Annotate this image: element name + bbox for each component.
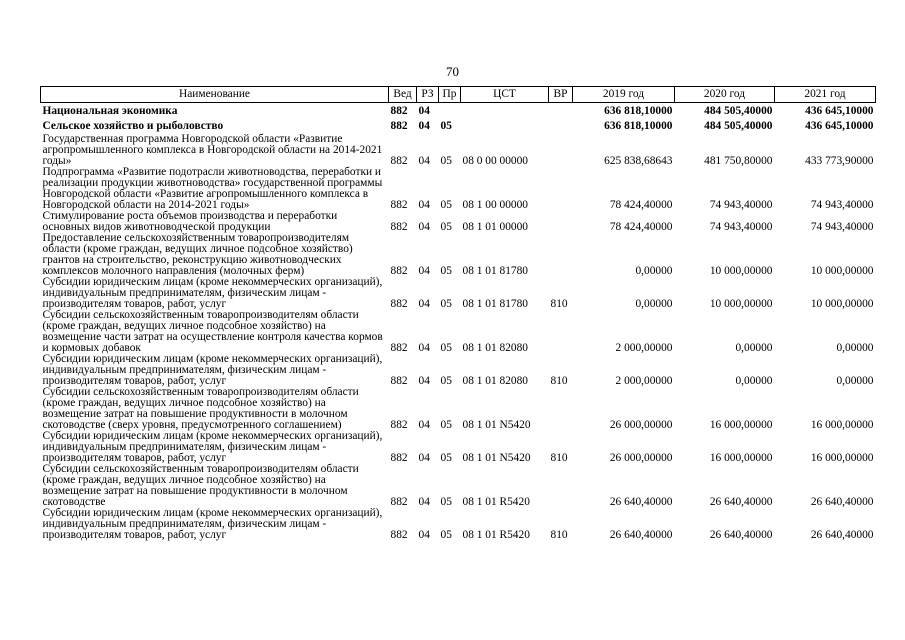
cell-2020: 0,00000 bbox=[735, 375, 773, 387]
cell-ved: 882 bbox=[390, 529, 408, 541]
cell-pr: 05 bbox=[440, 342, 452, 354]
cell-name: Субсидии юридическим лицам (кроме некоммерческих организаций), индивидуальным предпринимателям, физическим лицам - производителям товаров, работ, услуг bbox=[42, 353, 383, 387]
cell-2021: 26 640,40000 bbox=[810, 529, 874, 541]
cell-cst: 08 1 00 00000 bbox=[462, 199, 528, 211]
cell-cst: 08 0 00 00000 bbox=[462, 155, 528, 167]
cell-cst: 08 1 01 N5420 bbox=[462, 452, 531, 464]
cell-name: Предоставление сельскохозяйственным товаропроизводителям области (кроме граждан, ведущих личное подсобное хозяйство) грантов на строительство, реконструкцию животноводческих комплексов молочного направления (молочных ферм) bbox=[42, 232, 353, 277]
cell-2020: 10 000,00000 bbox=[709, 265, 773, 277]
cell-pr: 05 bbox=[440, 496, 452, 508]
cell-rz: 04 bbox=[418, 298, 430, 310]
cell-rz: 04 bbox=[418, 221, 430, 233]
cell-cst: 08 1 01 00000 bbox=[462, 221, 528, 233]
cell-vr bbox=[549, 103, 573, 120]
cell-2021: 16 000,00000 bbox=[810, 452, 874, 464]
cell-cst bbox=[461, 119, 549, 134]
cell-2021: 26 640,40000 bbox=[810, 496, 874, 508]
cell-2019: 0,00000 bbox=[635, 298, 673, 310]
cell-rz: 04 bbox=[418, 452, 430, 464]
table-body bbox=[41, 103, 876, 542]
cell-2021: 10 000,00000 bbox=[810, 298, 874, 310]
cell-2021: 0,00000 bbox=[836, 375, 874, 387]
cell-name: Субсидии сельскохозяйственным товаропроизводителям области (кроме граждан, ведущих личное подсобное хозяйство) на возмещение затрат на повышение продуктивности в молочном скотоводстве (сверх уровня, предусмотренного соглашением) bbox=[42, 386, 359, 431]
cell-2021: 433 773,90000 bbox=[805, 155, 874, 167]
table-row bbox=[41, 464, 876, 508]
cell-ved: 882 bbox=[390, 199, 408, 211]
table-header bbox=[41, 87, 876, 103]
cell-cst: 08 1 01 R5420 bbox=[462, 496, 530, 508]
cell-2020: 10 000,00000 bbox=[709, 298, 773, 310]
cell-ved: 882 bbox=[390, 452, 408, 464]
cell-name: Стимулирование роста объемов производства и переработки основных видов животноводческой продукции bbox=[42, 210, 338, 233]
cell-pr: 05 bbox=[440, 265, 452, 277]
cell-pr: 05 bbox=[440, 221, 452, 233]
cell-2021: 74 943,40000 bbox=[810, 221, 874, 233]
cell-2019: 636 818,10000 bbox=[604, 105, 673, 117]
cell-2020: 16 000,00000 bbox=[709, 419, 773, 431]
cell-name: Субсидии юридическим лицам (кроме некоммерческих организаций), индивидуальным предпринимателям, физическим лицам - производителям товаров, работ, услуг bbox=[42, 507, 383, 541]
table-row bbox=[41, 354, 876, 387]
cell-vr: 810 bbox=[550, 529, 568, 541]
cell-2021: 16 000,00000 bbox=[810, 419, 874, 431]
cell-vr bbox=[549, 310, 573, 354]
cell-vr: 810 bbox=[550, 452, 568, 464]
cell-rz: 04 bbox=[418, 155, 430, 167]
cell-ved: 882 bbox=[390, 221, 408, 233]
cell-2020: 0,00000 bbox=[735, 342, 773, 354]
cell-rz: 04 bbox=[418, 375, 430, 387]
cell-2020: 16 000,00000 bbox=[709, 452, 773, 464]
cell-2021: 10 000,00000 bbox=[810, 265, 874, 277]
cell-rz: 04 bbox=[418, 199, 430, 211]
cell-ved: 882 bbox=[390, 265, 408, 277]
table-row bbox=[41, 277, 876, 310]
cell-2021: 74 943,40000 bbox=[810, 199, 874, 211]
cell-cst: 08 1 01 82080 bbox=[462, 342, 528, 354]
cell-vr: 810 bbox=[550, 298, 568, 310]
cell-ved: 882 bbox=[390, 120, 408, 132]
cell-2020: 484 505,40000 bbox=[704, 105, 773, 117]
cell-2020: 484 505,40000 bbox=[704, 120, 773, 132]
table-row bbox=[41, 387, 876, 431]
cell-2019: 26 000,00000 bbox=[609, 452, 673, 464]
table-row bbox=[41, 431, 876, 464]
cell-name: Сельское хозяйство и рыболовство bbox=[42, 120, 224, 132]
cell-name: Субсидии юридическим лицам (кроме некоммерческих организаций), индивидуальным предпринимателям, физическим лицам - производителям товаров, работ, услуг bbox=[42, 430, 383, 464]
cell-rz: 04 bbox=[418, 120, 430, 132]
cell-2019: 26 640,40000 bbox=[609, 496, 673, 508]
cell-rz: 04 bbox=[418, 105, 430, 117]
cell-pr: 05 bbox=[440, 375, 452, 387]
cell-name: Национальная экономика bbox=[42, 105, 178, 117]
cell-pr: 05 bbox=[440, 419, 452, 431]
cell-ved: 882 bbox=[390, 298, 408, 310]
cell-ved: 882 bbox=[390, 155, 408, 167]
cell-vr bbox=[549, 119, 573, 134]
cell-vr bbox=[549, 134, 573, 167]
cell-2020: 26 640,40000 bbox=[709, 496, 773, 508]
cell-cst: 08 1 01 81780 bbox=[462, 265, 528, 277]
header-name: Наименование bbox=[41, 87, 389, 103]
cell-cst bbox=[461, 103, 549, 120]
cell-2019: 2 000,00000 bbox=[615, 375, 673, 387]
cell-ved: 882 bbox=[390, 419, 408, 431]
cell-ved: 882 bbox=[390, 342, 408, 354]
cell-2019: 0,00000 bbox=[635, 265, 673, 277]
header-ved: Вед bbox=[389, 87, 417, 103]
cell-rz: 04 bbox=[418, 419, 430, 431]
cell-2020: 74 943,40000 bbox=[709, 221, 773, 233]
table-row bbox=[41, 167, 876, 211]
cell-2021: 436 645,10000 bbox=[805, 105, 874, 117]
header-2020: 2020 год bbox=[675, 87, 775, 103]
cell-2019: 78 424,40000 bbox=[609, 221, 673, 233]
cell-2019: 2 000,00000 bbox=[615, 342, 673, 354]
table-row bbox=[41, 233, 876, 277]
cell-rz: 04 bbox=[418, 529, 430, 541]
cell-pr: 05 bbox=[440, 120, 452, 132]
cell-pr: 05 bbox=[440, 452, 452, 464]
table-row bbox=[41, 119, 876, 134]
table-row bbox=[41, 103, 876, 120]
cell-name: Субсидии сельскохозяйственным товаропроизводителям области (кроме граждан, ведущих личное подсобное хозяйство) на возмещение затрат на повышение продуктивности в молочном скотоводстве bbox=[42, 463, 359, 508]
page-number: 70 bbox=[446, 64, 459, 79]
cell-2019: 26 000,00000 bbox=[609, 419, 673, 431]
cell-pr bbox=[439, 103, 461, 120]
cell-cst: 08 1 01 N5420 bbox=[462, 419, 531, 431]
table-row bbox=[41, 134, 876, 167]
cell-vr bbox=[549, 464, 573, 508]
cell-cst: 08 1 01 R5420 bbox=[462, 529, 530, 541]
cell-ved: 882 bbox=[390, 496, 408, 508]
cell-pr: 05 bbox=[440, 529, 452, 541]
cell-2019: 78 424,40000 bbox=[609, 199, 673, 211]
cell-name: Субсидии сельскохозяйственным товаропроизводителям области (кроме граждан, ведущих личное подсобное хозяйство) на возмещение части затрат на осуществление контроля качества кормов и кормовых добавок bbox=[42, 309, 383, 354]
header-cst: ЦСТ bbox=[461, 87, 549, 103]
cell-name: Субсидии юридическим лицам (кроме некоммерческих организаций), индивидуальным предпринимателям, физическим лицам - производителям товаров, работ, услуг bbox=[42, 276, 383, 310]
cell-2021: 436 645,10000 bbox=[805, 120, 874, 132]
cell-pr: 05 bbox=[440, 199, 452, 211]
cell-2020: 26 640,40000 bbox=[709, 529, 773, 541]
cell-rz: 04 bbox=[418, 342, 430, 354]
header-rz: РЗ bbox=[417, 87, 439, 103]
cell-cst: 08 1 01 82080 bbox=[462, 375, 528, 387]
cell-name: Подпрограмма «Развитие подотрасли животноводства, переработки и реализации продукции животноводства» государственной программы Новгородской области «Развитие агропромышленного комплекса в Новгородской области на 2014-2021 годы» bbox=[42, 166, 383, 211]
cell-pr: 05 bbox=[440, 155, 452, 167]
cell-ved: 882 bbox=[390, 375, 408, 387]
cell-vr bbox=[549, 211, 573, 233]
budget-table bbox=[40, 86, 876, 541]
table-row bbox=[41, 211, 876, 233]
header-vr: ВР bbox=[549, 87, 573, 103]
cell-rz: 04 bbox=[418, 496, 430, 508]
table-row bbox=[41, 310, 876, 354]
cell-2019: 26 640,40000 bbox=[609, 529, 673, 541]
cell-vr: 810 bbox=[550, 375, 568, 387]
cell-vr bbox=[549, 167, 573, 211]
cell-2021: 0,00000 bbox=[836, 342, 874, 354]
cell-vr bbox=[549, 387, 573, 431]
header-pr: Пр bbox=[439, 87, 461, 103]
header-2019: 2019 год bbox=[573, 87, 675, 103]
cell-ved: 882 bbox=[390, 105, 408, 117]
cell-name: Государственная программа Новгородской области «Развитие агропромышленного комплекса в Новгородской области на 2014-2021 годы» bbox=[42, 133, 383, 167]
cell-pr: 05 bbox=[440, 298, 452, 310]
cell-2019: 636 818,10000 bbox=[604, 120, 673, 132]
header-2021: 2021 год bbox=[775, 87, 876, 103]
cell-vr bbox=[549, 233, 573, 277]
cell-2020: 481 750,80000 bbox=[704, 155, 773, 167]
table-row bbox=[41, 508, 876, 541]
cell-2019: 625 838,68643 bbox=[604, 155, 673, 167]
cell-2020: 74 943,40000 bbox=[709, 199, 773, 211]
cell-rz: 04 bbox=[418, 265, 430, 277]
cell-cst: 08 1 01 81780 bbox=[462, 298, 528, 310]
